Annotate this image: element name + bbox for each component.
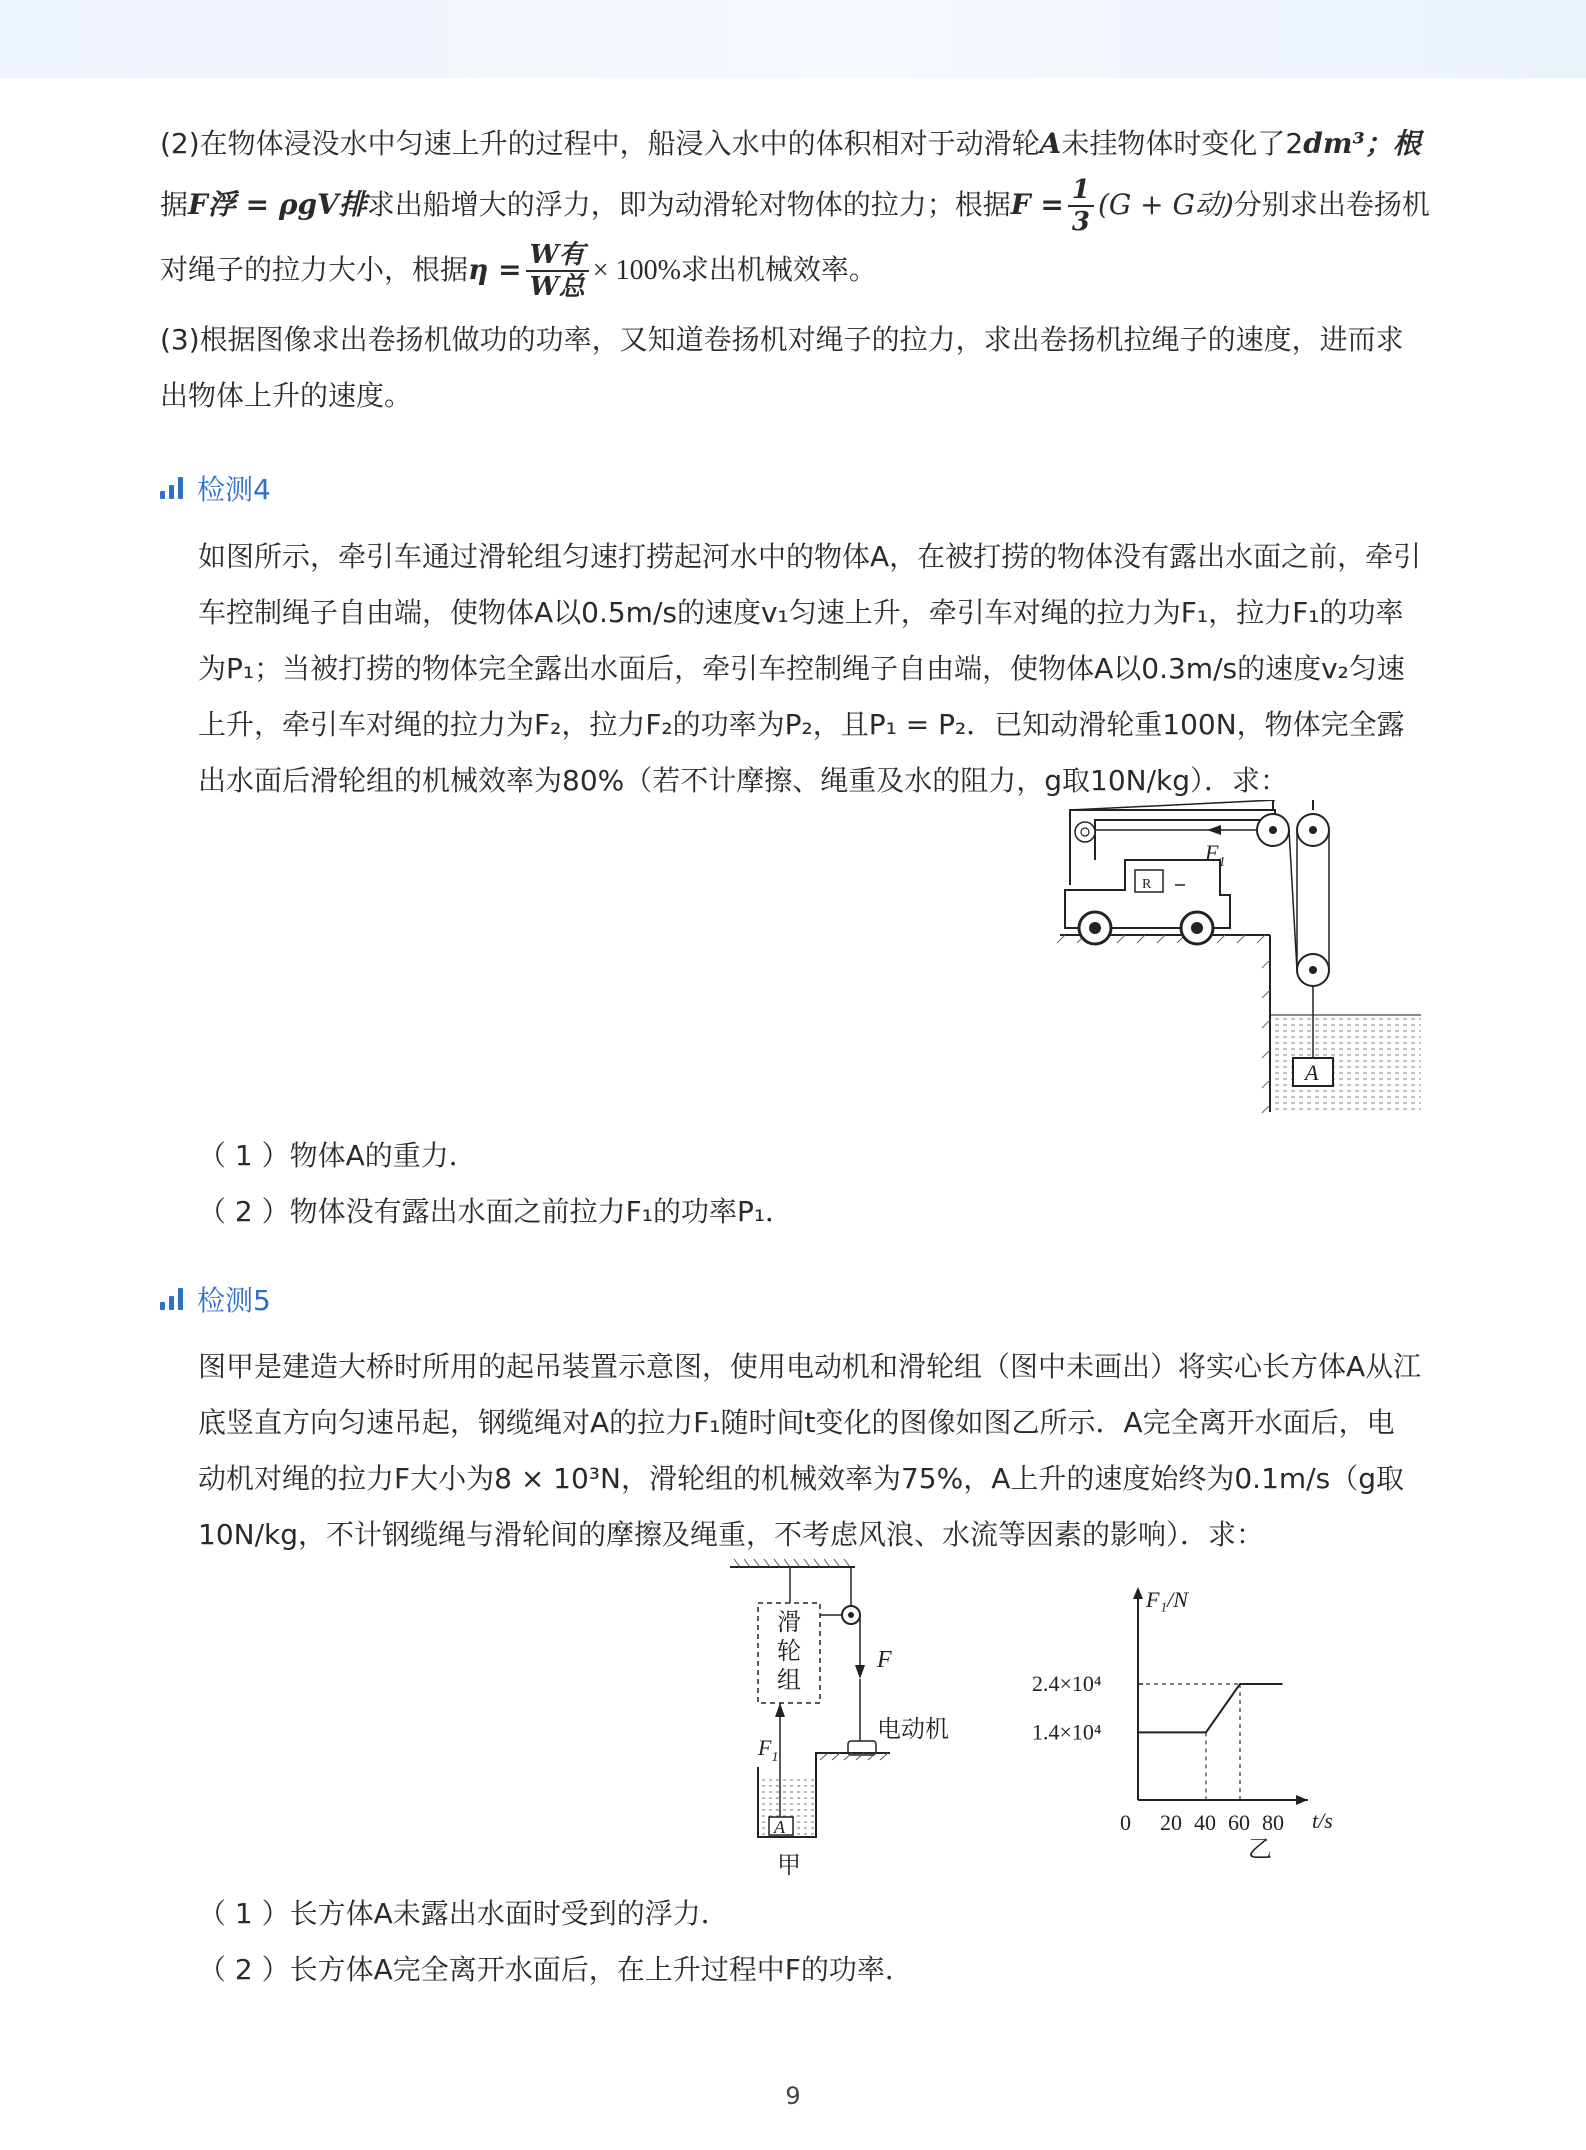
- part2-line-3: 对绳子的拉力大小，根据η = $\frac{\text{W有}}{\text{W总}}$ × 100%求出机械效率。: [160, 240, 877, 302]
- section-title-4: 检测4: [160, 468, 271, 508]
- crane-diagram-jia: [720, 1555, 970, 1885]
- signal-bars-icon: [160, 477, 183, 499]
- x-tick-label: 80: [1262, 1810, 1284, 1835]
- svg-text:滑: 滑: [777, 1610, 801, 1636]
- sec4-line: 车控制绳子自由端，使物体A以0.5m/s的速度v₁匀速上升，牵引车对绳的拉力为F₁，拉力F₁的功率: [198, 596, 1404, 629]
- object-A-label-jia: A: [774, 1817, 785, 1837]
- motor-label: 电动机: [877, 1717, 949, 1743]
- sec4-line: 如图所示，牵引车通过滑轮组匀速打捞起河水中的物体A，在被打捞的物体没有露出水面之前，牵引: [198, 540, 1422, 573]
- svg-text:轮: 轮: [777, 1639, 801, 1665]
- part2-line-2: 据F浮 = ρgV排求出船增大的浮力，即为动滑轮对物体的拉力；根据F = $\frac{1}{3}$ (G + G动)分别求出卷扬机: [160, 175, 1430, 237]
- y-tick-label: 2.4×10⁴: [1032, 1671, 1102, 1696]
- x-axis-label: t/s: [1312, 1808, 1333, 1833]
- sec5-line: 动机对绳的拉力F大小为8 × 10³N，滑轮组的机械效率为75%，A上升的速度始终为0.1m/s（g取: [198, 1462, 1404, 1495]
- svg-text:组: 组: [777, 1668, 801, 1694]
- sec5-question-1: （ 1 ）长方体A未露出水面时受到的浮力．: [198, 1897, 729, 1930]
- sec4-line: 出水面后滑轮组的机械效率为80%（若不计摩擦、绳重及水的阻力，g取10N/kg）．求：: [198, 764, 1289, 797]
- part3-line-1: (3)根据图像求出卷扬机做功的功率，又知道卷扬机对绳子的拉力，求出卷扬机拉绳子的速度，进而求: [160, 323, 1404, 356]
- x-tick-label: 0: [1120, 1810, 1131, 1835]
- x-axis-arrow: [1296, 1795, 1308, 1805]
- force-time-chart: [1030, 1585, 1430, 1870]
- sec4-question-1: （ 1 ）物体A的重力．: [198, 1139, 477, 1172]
- force-label-F1: $F_1$: [1205, 840, 1226, 870]
- part3-line-2: 出物体上升的速度。: [160, 379, 413, 412]
- fraction-one-third: $\frac{1}{3}$: [1068, 175, 1094, 237]
- x-tick-label: 20: [1160, 1810, 1182, 1835]
- fraction-efficiency: $\frac{\text{W有}}{\text{W总}}$: [526, 240, 589, 302]
- tow-truck-figure: [1035, 800, 1435, 1125]
- figure-caption-jia: 甲: [777, 1853, 801, 1879]
- force-label-F: F: [877, 1647, 892, 1673]
- section-title-5: 检测5: [160, 1279, 271, 1319]
- x-tick-label: 40: [1194, 1810, 1216, 1835]
- signal-bars-icon: [160, 1288, 183, 1310]
- figure-caption-yi: 乙: [1248, 1837, 1272, 1863]
- sec4-line: 为P₁；当被打捞的物体完全露出水面后，牵引车控制绳子自由端，使物体A以0.3m/s的速度v₂匀速: [198, 652, 1405, 685]
- y-tick-label: 1.4×10⁴: [1032, 1719, 1102, 1745]
- svg-text:R: R: [1142, 877, 1152, 892]
- sec5-line: 10N/kg，不计钢缆绳与滑轮间的摩擦及绳重，不考虑风浪、水流等因素的影响）．求：: [198, 1518, 1265, 1551]
- x-tick-label: 60: [1228, 1810, 1250, 1835]
- y-axis-label: F₁/N: [1146, 1587, 1188, 1612]
- force-label-F1-jia: $F_1$: [758, 1735, 779, 1765]
- sec4-question-2: （ 2 ）物体没有露出水面之前拉力F₁的功率P₁．: [198, 1195, 794, 1228]
- sec4-line: 上升，牵引车对绳的拉力为F₂，拉力F₂的功率为P₂，且P₁ = P₂．已知动滑轮重100N，物体完全露: [198, 708, 1405, 741]
- y-axis-arrow: [1133, 1587, 1143, 1599]
- object-A-label: A: [1305, 1060, 1319, 1085]
- sec5-line: 底竖直方向匀速吊起，钢缆绳对A的拉力F₁随时间t变化的图像如图乙所示．A完全离开水面后，电: [198, 1406, 1395, 1439]
- part2-line-1: (2)在物体浸没水中匀速上升的过程中，船浸入水中的体积相对于动滑轮A未挂物体时变化了2dm³；根: [160, 127, 1421, 160]
- sec5-line: 图甲是建造大桥时所用的起吊装置示意图，使用电动机和滑轮组（图中未画出）将实心长方体A从江: [198, 1350, 1422, 1383]
- page-number: 9: [785, 2082, 801, 2110]
- series-line: [1138, 1684, 1283, 1732]
- sec5-question-2: （ 2 ）长方体A完全离开水面后，在上升过程中F的功率．: [198, 1953, 913, 1986]
